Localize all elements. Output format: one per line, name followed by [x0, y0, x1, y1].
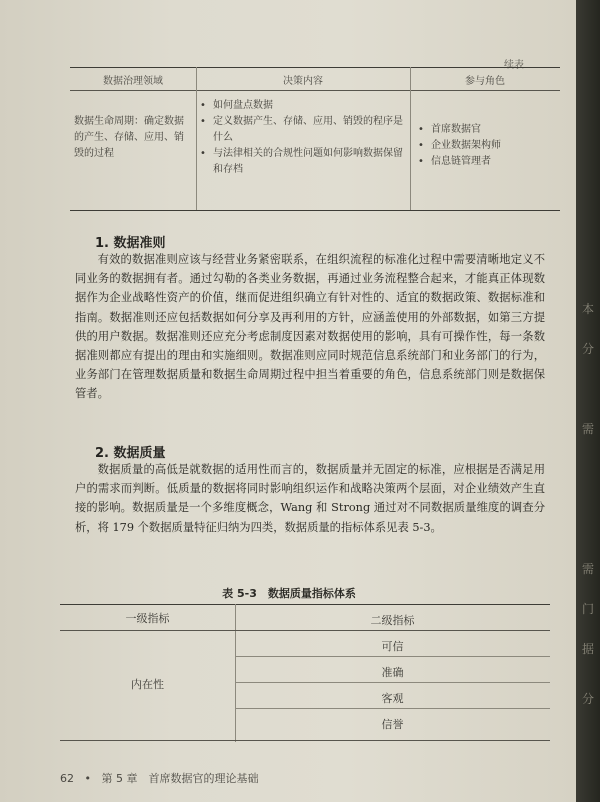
section-heading: 1. 数据准则	[95, 236, 166, 251]
header-domain: 数据治理领域	[103, 76, 163, 87]
column-header: 一级指标	[125, 612, 170, 625]
decision-item: • 如何盘点数据	[200, 98, 406, 114]
row-rule	[235, 682, 550, 683]
decision-item: • 与法律相关的合规性问题如何影响数据保留和存档	[200, 146, 406, 178]
row-rule	[235, 708, 550, 709]
column-header: 二级指标	[370, 614, 415, 627]
continued-label: 续表	[504, 60, 524, 71]
edge-glyph: 需	[582, 562, 595, 576]
edge-glyph: 分	[582, 342, 595, 356]
header-decision: 决策内容	[283, 76, 323, 87]
table-top-rule	[70, 67, 560, 68]
decision-cell	[200, 98, 406, 178]
table-bottom-rule	[60, 740, 550, 741]
table-col-divider	[196, 67, 197, 210]
table-header-rule	[60, 630, 550, 631]
level2-cell: 信誉	[381, 718, 404, 731]
domain-cell: 数据生命周期：确定数据的产生、存储、应用、销毁的过程	[74, 116, 184, 159]
chapter-title: 第 5 章 首席数据官的理论基础	[101, 772, 259, 785]
level2-cell: 准确	[381, 666, 404, 679]
role-item: • 信息链管理者	[418, 154, 554, 170]
row-rule	[235, 656, 550, 657]
edge-glyph: 需	[582, 422, 595, 436]
page-footer	[60, 770, 259, 786]
header-roles: 参与角色	[465, 76, 505, 87]
edge-glyph: 本	[582, 302, 595, 316]
page-number: 62	[60, 772, 74, 785]
table-header-rule	[70, 90, 560, 91]
section-body: 有效的数据准则应该与经营业务紧密联系，在组织流程的标准化过程中需要清晰地定义不同业务的数据拥有者。通过勾勒的各类业务数据，再通过业务流程整合起来，才能真正体现数据作为企业战略性资产的价值，继而促进组织确立有针对性的、适宜的数据政策、数据标准和指南。数据准则还应包括数据如何分享及再利用的方针，应涵盖使用的外部数据，如第三方提供的用户数据。数据准则还应充分考虑制度因素对数据使用的影响，具有可操作性，每一条数据准则都应有提出的理由和实施细则。数据准则应同时规范信息系统部门和业务部门的行为，业务部门在管理数据质量和数据生命周期过程中担当着重要的角色，信息系统部门则是数据保管者。	[75, 253, 545, 401]
section-body: 数据质量的高低是就数据的适用性而言的，数据质量并无固定的标准，应根据是否满足用户的需求而判断。低质量的数据将同时影响组织运作和战略决策两个层面，对企业绩效产生直接的影响。数据质量是一个多维度概念，Wang 和 Strong 通过对不同数据质量维度的调查分析，将 179 个数据质量特征归纳为四类，数据质量的指标体系见表 5-3。	[75, 463, 545, 534]
edge-glyph: 门	[582, 602, 595, 616]
table-bottom-rule	[70, 210, 560, 211]
level2-cell: 可信	[381, 640, 404, 653]
table-caption: 表 5-3 数据质量指标体系	[222, 587, 356, 600]
level2-cell: 客观	[381, 692, 404, 705]
level1-cell: 内在性	[131, 678, 164, 691]
footer-separator: •	[84, 772, 91, 785]
table-col-divider	[410, 67, 411, 210]
adjacent-page-edge	[576, 0, 600, 802]
roles-cell	[418, 122, 554, 170]
edge-glyph: 分	[582, 692, 595, 706]
decision-item: • 定义数据产生、存储、应用、销毁的程序是什么	[200, 114, 406, 146]
section-heading: 2. 数据质量	[95, 446, 166, 461]
role-item: • 企业数据架构师	[418, 138, 554, 154]
table-top-rule	[60, 604, 550, 605]
role-item: • 首席数据官	[418, 122, 554, 138]
edge-glyph: 据	[582, 642, 595, 656]
